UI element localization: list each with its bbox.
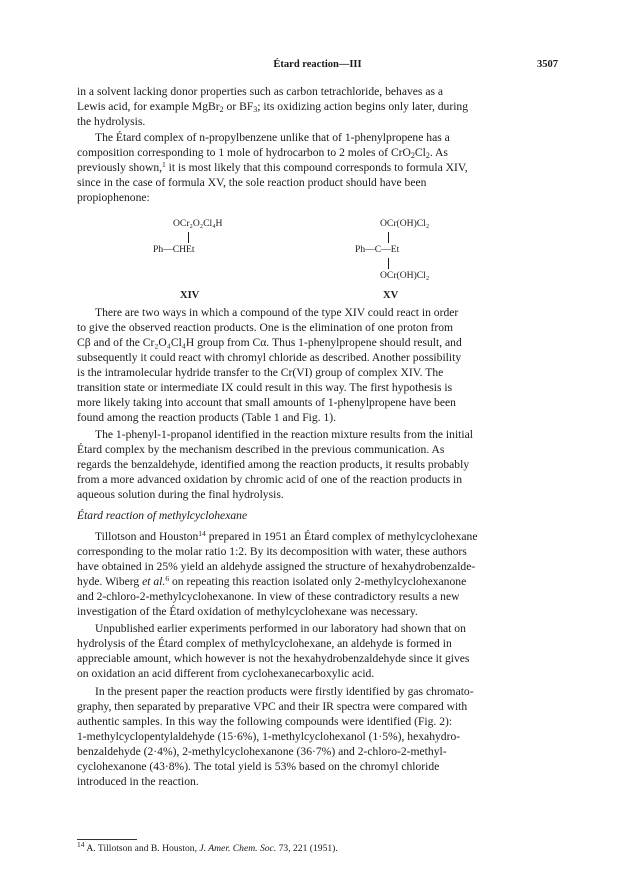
text-line: composition corresponding to 1 mole of hydrocarbon to 2 moles of $CrO_2Cl_2$. As (77, 146, 448, 160)
xiv-substituent: OCr₂O₂Cl₄H (173, 218, 223, 229)
text-line: regards the benzaldehyde, identified among the reaction products, it results probably (77, 458, 470, 471)
text-line: cyclohexanone (43·8%). The total yield is 53% based on the chromyl chloride (77, 760, 440, 773)
text-line: since in the case of formula XV, the sole reaction product should have been (77, 176, 427, 189)
text-line: corresponding to the molar ratio 1:2. By its decomposition with water, these authors (77, 545, 467, 558)
text-line: in a solvent lacking donor properties such as carbon tetrachloride, behaves as a (77, 85, 444, 98)
footnote: $^{14}$ A. Tillotson and B. Houston, J. Amer. Chem. Soc. 73, 221 (1951). (77, 840, 338, 854)
paragraph-7 (77, 684, 558, 789)
xv-chain: Ph—C—Et (355, 244, 400, 255)
page-number: 3507 (537, 59, 558, 70)
section-title: Étard reaction of methylcyclohexane (77, 509, 248, 522)
text-line: Cβ and of the Cr₂O₄Cl₄H group from Cα. Thus 1-phenylpropene should result, and (77, 336, 462, 349)
text-line: Étard complex by the mechanism described in the previous communication. As (77, 443, 445, 456)
text-line: Unpublished earlier experiments performed in our laboratory had shown that on (95, 622, 466, 635)
text-line: The Étard complex of n-propylbenzene unlike that of 1-phenylpropene has a (95, 131, 450, 144)
xiv-label: XIV (180, 290, 200, 301)
text-line: There are two ways in which a compound of the type XIV could react in order (95, 306, 459, 319)
text-line: introduced in the reaction. (77, 775, 199, 788)
text-line: benzaldehyde (2·4%), 2-methylcyclohexanone (36·7%) and 2-chloro-2-methyl- (77, 745, 447, 758)
text-line: aqueous solution during the final hydrolysis. (77, 488, 284, 501)
xv-substituent-bottom: OCr(OH)Cl₂ (380, 270, 430, 281)
text-line: transition state or intermediate IX could result in this way. The first hypothesis is (77, 381, 453, 394)
text-line: from a more advanced oxidation by chromic acid of one of the reaction products in (77, 473, 463, 486)
text-line: to give the observed reaction products. One is the elimination of one proton from (77, 321, 454, 334)
running-title: Étard reaction—III (273, 59, 362, 70)
text-line: Lewis acid, for example MgBr$_2$ or $BF_3$; its oxidizing action begins only later, during (77, 100, 469, 114)
text-line: graphy, then separated by preparative VPC and their IR spectra were compared with (77, 700, 468, 713)
text-line: hyde. Wiberg et al.$^6$ on repeating this reaction isolated only 2-methylcyclohexanone (77, 574, 467, 588)
xiv-bond (188, 232, 189, 243)
journal-name: J. Amer. Chem. Soc. (199, 843, 277, 854)
text-line: found among the reaction products (Table 1 and Fig. 1). (77, 411, 337, 424)
paragraph-1 (77, 84, 558, 129)
text-line: the hydrolysis. (77, 115, 146, 128)
text-line: investigation of the Étard oxidation of methylcyclohexane was necessary. (77, 605, 418, 618)
paragraph-2 (77, 130, 558, 205)
footnote-divider (77, 839, 137, 840)
text-line: and 2-chloro-2-methylcyclohexanone. In view of these contradictory results a new (77, 590, 460, 603)
xv-bond-bottom (388, 258, 389, 269)
paragraph-5 (77, 529, 558, 619)
paragraph-3 (77, 305, 558, 425)
xv-bond-top (388, 232, 389, 243)
text-line: more likely taking into account that small amounts of 1-phenylpropene have been (77, 396, 456, 409)
text-line: hydrolysis of the Étard complex of methylcyclohexane, an aldehyde is formed in (77, 637, 452, 650)
text-line: have obtained in 25% yield an aldehyde assigned the structure of hexahydrobenzalde- (77, 560, 476, 573)
text-line: previously shown,$^1$ it is most likely that this compound corresponds to formula XIV, (77, 160, 468, 174)
text-line: is the intramolecular hydride transfer to the Cr(VI) group of complex XIV. The (77, 366, 444, 379)
text-line: In the present paper the reaction products were firstly identified by gas chromato- (95, 685, 474, 698)
paragraph-6 (77, 621, 558, 681)
text-line: authentic samples. In this way the following compounds were identified (Fig. 2): (77, 715, 453, 728)
paragraph-4 (77, 427, 558, 502)
footnote-marker: 14 (77, 840, 85, 849)
text-line: propiophenone: (77, 191, 150, 204)
xv-label: XV (383, 290, 399, 301)
text-line: on oxidation an acid different from cyclohexanecarboxylic acid. (77, 667, 375, 680)
text-line: subsequently it could react with chromyl chloride as described. Another possibility (77, 351, 462, 364)
text-line: appreciable amount, which however is not the hexahydrobenzaldehyde since it gives (77, 652, 470, 665)
running-header (77, 59, 558, 73)
text-line: Tillotson and Houston$^{14}$ prepared in 1951 an Étard complex of methylcyclohexane (95, 529, 478, 543)
text-line: The 1-phenyl-1-propanol identified in the reaction mixture results from the initial (95, 428, 473, 441)
xiv-chain: Ph—CHEt (153, 244, 195, 255)
xv-substituent-top: OCr(OH)Cl₂ (380, 218, 430, 229)
text-line: 1-methylcyclopentylaldehyde (15·6%), 1-methylcyclohexanol (1·5%), hexahydro- (77, 730, 461, 743)
